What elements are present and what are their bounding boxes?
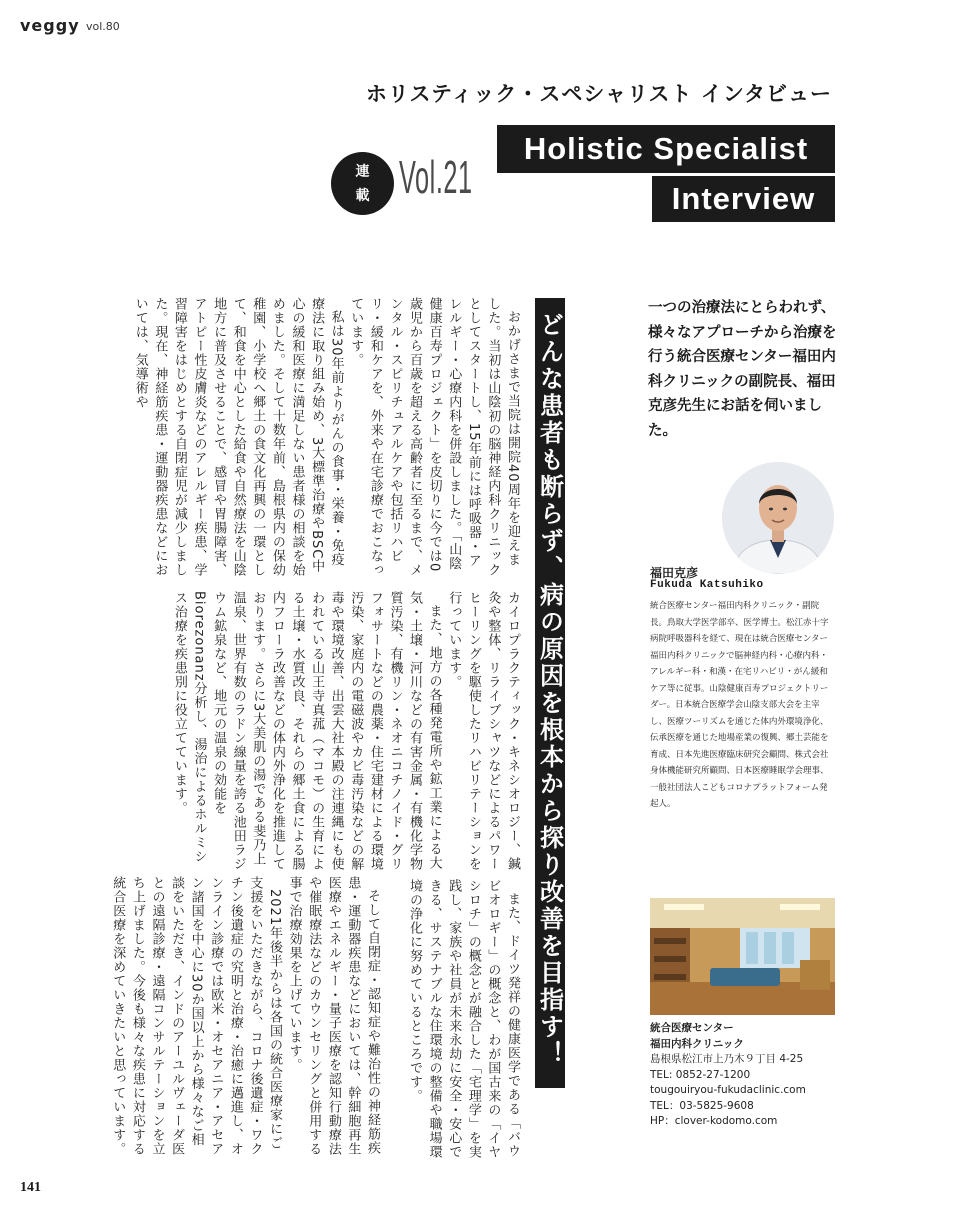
clinic-tel-1: TEL: 0852-27-1200 — [650, 1068, 751, 1081]
serial-char-1: 連 — [355, 163, 370, 180]
tagline-text: どんな患者も断らず、病の原因を根本から探り改善を目指す！ — [535, 312, 564, 1068]
portrait-photo — [722, 462, 834, 574]
body-paragraph-5: また、ドイツ発祥の健康医学である「バウビオロギー」の概念と、わが国古来の「イヤシロチ」の概念とが融合した「宅理学」を実践し、家族や社員が未来永劫に安全・安心できる、サステナブルな住環境の整備や職場環境の浄化に努めているところです。 — [407, 879, 520, 1159]
body-column-top — [82, 297, 522, 579]
body-paragraph-4: また、地方の各種発電所や鉱工業による大気・土壌・河川などの有害金属・有機化学物質汚染、有機リン・ネオニコチノイド・グリフォサートなどの農薬・住宅建材による環境汚染、家庭内の電磁波やカビ毒汚染などの解毒や環境改善、出雲大社本殿の注連縄にも使われている山王寺真菰（マコモ）の生育による土壌・水質改良、それらの郷土食による腸内フローラ改善などの体内外浄化を推進しております。さらに3大美肌の湯である斐乃上温泉、世界有数のラドン線量を誇る池田ラジウム鉱泉など、地元の温泉の効能をBiorezonanz分析し、湯治によるホルミシス治療を疾患別に役立てています。 — [171, 591, 442, 871]
clinic-interior-photo — [650, 898, 835, 1015]
profile-name-jp: 福田克彦 — [650, 566, 699, 580]
body-paragraph-7: 2021年後半からは各国の統合医療家にご支援をいただきながら、コロナ後遺症・ワクチン後遺症の究明と治療・治癒に邁進し、オンライン診療では欧米・オセアニア・アセアン諸国を中心に30か国以上から様々なご相談をいただき、インドのアーユルヴェーダ医との遠隔診療・遠隔コンサルテーションを立ち上げました。今後も様々な疾患に対応する統合医療を深めていきたいと思っています。 — [110, 876, 283, 1156]
body-column-bottom-left — [92, 876, 382, 1158]
lead-paragraph: 一つの治療法にとらわれず、様々なアプローチから治療を行う統合医療センター福田内科クリニックの副院長、福田克彦先生にお話を伺いました。 — [648, 300, 837, 439]
body-paragraph-1: おかげさまで当院は開院40周年を迎えました。当初は山陰初の脳神経内科クリニックとしてスタートし、15年前には呼吸器・アレルギー・心療内科を併設しました。「山陰健康百寿プロジェクト」を皮切りに今では0歳児から百歳を超える高齢者に至るまで、メンタル・スピリチュアルケアや包括リハビリ・緩和ケアを、外来や在宅診療でおこなっています。 — [348, 297, 520, 577]
clinic-name-2: 福田内科クリニック — [650, 1037, 744, 1050]
issue-number: vol.80 — [86, 20, 120, 33]
feature-title-line1: Holistic Specialist — [497, 125, 835, 173]
clinic-name-1: 統合医療センター — [650, 1022, 734, 1034]
profile-bio: 統合医療センター福田内科クリニック・副院長。鳥取大学医学部卒、医学博士。松江赤十字病院呼吸器科を経て、現在は統合医療センター福田内科クリニックで脳神経内科・心療内科・アレルギー科・和漢・在宅リハビリ・がん緩和ケア等に従事。山陰健康百寿プロジェクトリーダー。日本統合医療学会山陰支部大会を主宰し、医療ツーリズムを通じた体内外環境浄化、伝承医療を通じた地場産業の復興、郷土芸能を育成、日本先進医療臨床研究会顧問、株式会社身体機能研究所顧問、日本医療睡眠学会理事、一般社団法人こどもコロナプラットフォーム発起人。 — [650, 601, 829, 809]
body-paragraph-6: そして自閉症・認知症や難治性の神経筋疾患・運動器疾患などにおいては、幹細胞再生医療やエネルギー・量子医療を認知行動療法や催眠療法などのカウンセリングと併用する事で治療効果を上げています。 — [286, 876, 380, 1156]
profile-name-en: Fukuda Katsuhiko — [650, 579, 764, 591]
clinic-interior-illustration — [650, 898, 835, 1015]
series-volume: Vol.21 — [399, 151, 473, 203]
clinic-info — [650, 1021, 840, 1130]
page-number: 141 — [20, 1180, 41, 1195]
clinic-tel-2: TEL：03-5825-9608 — [650, 1099, 754, 1112]
body-column-middle — [82, 591, 522, 873]
feature-heading: ホリスティック・スペシャリスト インタビュー — [365, 82, 832, 106]
tagline-band — [535, 298, 565, 1088]
body-paragraph-2: 私は30年前よりがんの食事・栄養・免疫療法に取り組み始め、3大標準治療やBSC中心の緩和医療に満足しない患者様の相談を始めました。そして十数年前、島根県内の保幼稚園、小学校へ郷土の食文化再興の一環として、和食を中心とした給食や自然療法を山陰地方に普及させることで、感冒や胃腸障害、アトピー性皮膚炎などのアレルギー疾患、学習障害をはじめとする自閉症児が減少しました。現在、神経筋疾患・運動器疾患などにおいては、気導術や — [132, 297, 344, 577]
body-paragraph-3: カイロプラクティック・キネシオロジー、鍼灸や整体、リライブシャツなどによるパワーヒーリングを駆使したリハビリテーションを行っています。 — [446, 591, 520, 871]
feature-title-line2: Interview — [652, 176, 835, 222]
clinic-web-2[interactable]: HP：clover-kodomo.com — [650, 1115, 778, 1127]
magazine-brand: veggy — [20, 16, 80, 35]
clinic-address: 島根県松江市上乃木９丁目 4-25 — [650, 1053, 804, 1065]
serial-char-2: 載 — [355, 187, 370, 204]
clinic-web-1[interactable]: tougouiryou-fukudaclinic.com — [650, 1084, 806, 1096]
body-column-bottom-right — [397, 879, 522, 1161]
portrait-illustration — [722, 462, 834, 574]
serial-badge — [331, 152, 394, 215]
